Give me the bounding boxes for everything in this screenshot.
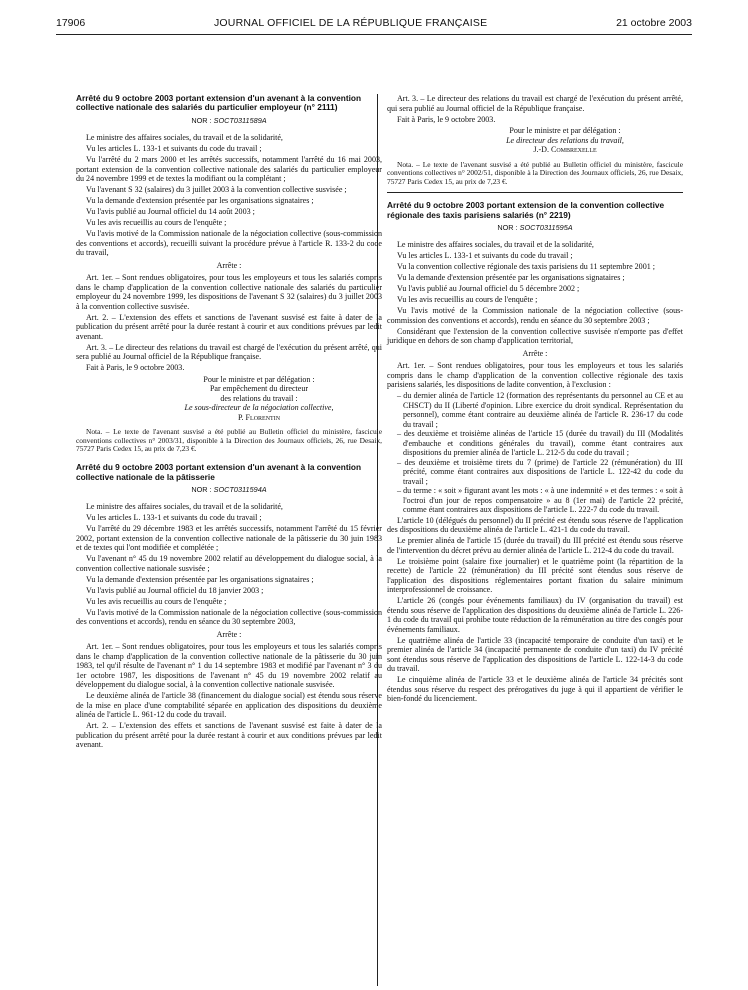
paragraph: Vu les avis recueillis au cours de l'enquête ; [86,218,227,228]
nor-reference: NOR : SOCT0311595A [497,222,573,232]
signature-block: Pour le ministre et par délégation : Le directeur des relations du travail, J.-D. Combrexelle [506,126,624,154]
list-item: – du terme : « soit » figurant avant les mots : « à une indemnité » et des termes : « soit à l'octroi d'un jour de repos compensatoire » au 8 (1er mai) de l'article 22 précité, comme étant contraires aux dispositions de l'article L. 222-7 du code du travail. [397,486,683,515]
article: Art. 1er. – Sont rendues obligatoires, pour tous les employeurs et tous les salariés compris dans le champ d'application de la convention collective nationale de la pâtisserie du 30 juin 1983, tel qu'il résulte de l'avenant n° 1 du 14 septembre 1983 et modifié par l'avenant n° 3 du 1er octobre 1987, les dispositions de l'avenant n° 45 du 19 novembre 2002 relatif au développement du dialogue social, à la convention collective nationale susvisée. [76,642,382,690]
paragraph: Vu la convention collective régionale des taxis parisiens du 11 septembre 2001 ; [397,262,655,272]
header-rule [56,34,692,35]
paragraph: Vu la demande d'extension présentée par les organisations signataires ; [86,196,314,206]
article: Art. 3. – Le directeur des relations du travail est chargé de l'exécution du présent arrêté, qui sera publié au Journal officiel de la République française. [387,94,683,113]
left-column [76,94,382,751]
paragraph: Le ministre des affaires sociales, du travail et de la solidarité, [86,502,283,512]
journal-title: JOURNAL OFFICIEL DE LA RÉPUBLIQUE FRANÇAISE [213,17,488,29]
paragraph: Vu la demande d'extension présentée par les organisations signataires ; [86,574,314,584]
arrete-title: Arrêté du 9 octobre 2003 portant extension de la convention collective régionale des taxis parisiens salariés (n° 2219) [387,200,665,220]
article: Art. 1er. – Sont rendues obligatoires, pour tous les employeurs et tous les salariés compris dans le champ d'application de la convention collective nationale des salariés du particulier employeur du 24 novembre 1999, les dispositions de l'avenant S 32 (salaires) du 3 juillet 2003 à la convention collective susvisée. [76,273,382,311]
article: Art. 1er. – Sont rendues obligatoires, pour tous les employeurs et tous les salariés compris dans le champ d'application de la convention collective régionale des taxis parisiens salariés, les dispositions de ladite convention, à l'exclusion : [387,361,683,390]
paragraph: Vu l'avenant S 32 (salaires) du 3 juillet 2003 à la convention collective susvisée ; [86,185,347,195]
article: Art. 2. – L'extension des effets et sanctions de l'avenant susvisé est faite à dater de la publication du présent arrêté pour la durée restant à courir et aux conditions prévues par ledit avenant. [76,312,382,341]
paragraph: Vu l'avis motivé de la Commission nationale de la négociation collective (sous-commission des conventions et accords), recueilli suivant la procédure prévue à l'article R. 133-2 du code du travail, [76,229,382,258]
paragraph: Vu l'avis publié au Journal officiel du 18 janvier 2003 ; [86,585,264,595]
paragraph: Vu l'avis motivé de la Commission nationale de la négociation collective (sous-commission des conventions et accords), rendu en séance du 30 septembre 2003, [76,607,382,627]
paragraph: Considérant que l'extension de la convention collective susvisée n'emporte pas d'effet juridique en dehors de son champ d'application territorial, [387,326,683,346]
date-line: Fait à Paris, le 9 octobre 2003. [397,114,496,124]
paragraph: Vu les articles L. 133-1 et suivants du code du travail ; [86,144,262,154]
issue-date: 21 octobre 2003 [616,17,692,29]
paragraph: Vu l'arrêté du 2 mars 2000 et les arrêtés successifs, notamment l'arrêté du 16 mai 2003, portant extension de la convention collective nationale des salariés du particulier employeur du 24 novembre 1999 et de textes la modifiant ou la complétant ; [76,155,382,184]
arrete-title: Arrêté du 9 octobre 2003 portant extension d'un avenant à la convention collective nationale de la pâtisserie [76,462,362,482]
nor-reference: NOR : SOCT0311589A [191,115,267,125]
paragraph: Vu l'avis publié au Journal officiel du 14 août 2003 ; [86,207,255,217]
paragraph: Vu les articles L. 133-1 et suivants du code du travail ; [86,513,262,523]
right-column [387,94,683,705]
paragraph: Le deuxième alinéa de l'article 38 (financement du dialogue social) est étendu sous réserve de la mise en place d'une comptabilité séparée en application des dispositions du deuxième alinéa de l'article L. 961-12 du code du travail. [76,691,382,720]
exclusion-list [387,391,683,515]
page-header [56,14,692,32]
section-rule [387,192,683,193]
paragraph: Le cinquième alinéa de l'article 33 et le deuxième alinéa de l'article 34 précités sont étendus sous réserve du respect des prérogatives du juge à qui il appartient de vérifier le bien-fondé du licenciement. [387,675,683,704]
arrete-label: Arrête : [216,629,242,639]
nota: Nota. – Le texte de l'avenant susvisé a été publié au Bulletin officiel du ministère, fascicule conventions collectives n° 2003/31, disponible à la Direction des Journaux officiels, 26, rue Desaix, 75727 Paris Cedex 15, au prix de 7,23 €. [76,427,382,454]
arrete-title: Arrêté du 9 octobre 2003 portant extension d'un avenant à la convention collective nationale des salariés du particulier employeur (n° 2111) [76,93,362,113]
paragraph: Le ministre des affaires sociales, du travail et de la solidarité, [86,133,283,143]
page-number: 17906 [56,17,86,29]
paragraph: Vu la demande d'extension présentée par les organisations signataires ; [397,273,625,283]
date-line: Fait à Paris, le 9 octobre 2003. [86,363,185,373]
paragraph: Vu l'avis publié au Journal officiel du 5 décembre 2002 ; [397,284,580,294]
arrete-label: Arrête : [522,348,548,358]
list-item: – des deuxième et troisième tirets du 7 (prime) de l'article 22 (rémunération) du III précité, comme étant contraires aux dispositions de l'article L. 122-42 du code du travail ; [397,457,683,486]
paragraph: Vu l'avenant n° 45 du 19 novembre 2002 relatif au développement du dialogue social, à la convention collective nationale susvisée ; [76,554,382,573]
paragraph: L'article 26 (congés pour événements familiaux) du IV (organisation du travail) est étendu sous réserve de l'application des dispositions du deuxième alinéa de l'article L. 226-1 du code du travail qui prohibe toute réduction de la rémunération au titre des congés pour événements familiaux. [387,596,683,634]
paragraph: Vu l'arrêté du 29 décembre 1983 et les arrêtés successifs, notamment l'arrêté du 15 février 2002, portant extension de la convention collective nationale de la pâtisserie du 30 juin 1983 et de textes qui l'ont modifiée et complétée ; [76,524,382,553]
nota: Nota. – Le texte de l'avenant susvisé a été publié au Bulletin officiel du ministère, fascicule conventions collectives n° 2002/51, disponible à la Direction des Journaux officiels, 26, rue Desaix, 75727 Paris Cedex 15, au prix de 7,23 €. [387,159,683,186]
list-item: – des deuxième et troisième alinéas de l'article 15 (durée du travail) du III (Modalités d'embauche et conditions générales du travail), comme étant contraires aux dispositions du premier alinéa de l'article L. 212-5 du code du travail ; [397,429,683,458]
nor-reference: NOR : SOCT0311594A [191,484,267,494]
paragraph: Le troisième point (salaire fixe journalier) et le quatrième point (la répartition de la recette) de l'article 22 (rémunération) du III précité sont étendus sous réserve de l'application des dispositions réglementaires portant fixation du salaire minimum interprofessionnel de croissance. [387,556,683,595]
article: Art. 2. – L'extension des effets et sanctions de l'avenant susvisé est faite à dater de la publication du présent arrêté pour la durée restant à courir et aux conditions prévues par ledit avenant. [76,721,382,750]
paragraph: Le ministre des affaires sociales, du travail et de la solidarité, [397,240,594,250]
arrete-label: Arrête : [216,260,242,270]
paragraph: Le premier alinéa de l'article 15 (durée du travail) du III précité est étendu sous réserve de l'intervention du décret prévu au dernier alinéa de l'article L. 212-4 du code du travail. [387,536,683,555]
paragraph: Le quatrième alinéa de l'article 33 (incapacité temporaire de conduite d'un taxi) et le premier alinéa de l'article 34 (incapacité permanente de conduite d'un taxi) du IV précité sont étendus sous réserve de l'application des dispositions de l'article L. 122-14-3 du code du travail. [387,635,683,674]
paragraph: Vu les articles L. 133-1 et suivants du code du travail ; [397,251,573,261]
list-item: – du dernier alinéa de l'article 12 (formation des représentants du personnel au CE et au CHSCT) du II (Liberté d'opinion. Libre exercice du droit syndical. Représentation du personnel), comme étant contraire au deuxième alinéa de l'article R. 236-17 du code du travail ; [397,391,683,429]
paragraph: Vu l'avis motivé de la Commission nationale de la négociation collective (sous-commission des conventions et accords), rendu en séance du 30 septembre 2003 ; [387,306,683,325]
paragraph: Vu les avis recueillis au cours de l'enquête ; [397,295,538,305]
article: Art. 3. – Le directeur des relations du travail est chargé de l'exécution du présent arrêté, qui sera publié au Journal officiel de la République française. [76,342,382,362]
paragraph: L'article 10 (délégués du personnel) du II précité est étendu sous réserve de l'application des dispositions du deuxième alinéa de l'article L. 421-1 du code du travail. [387,515,683,535]
signature-block: Pour le ministre et par délégation : Par empêchement du directeur des relations du travail : Le sous-directeur de la négociation collective, P. Florentin [184,374,334,422]
paragraph: Vu les avis recueillis au cours de l'enquête ; [86,596,227,606]
